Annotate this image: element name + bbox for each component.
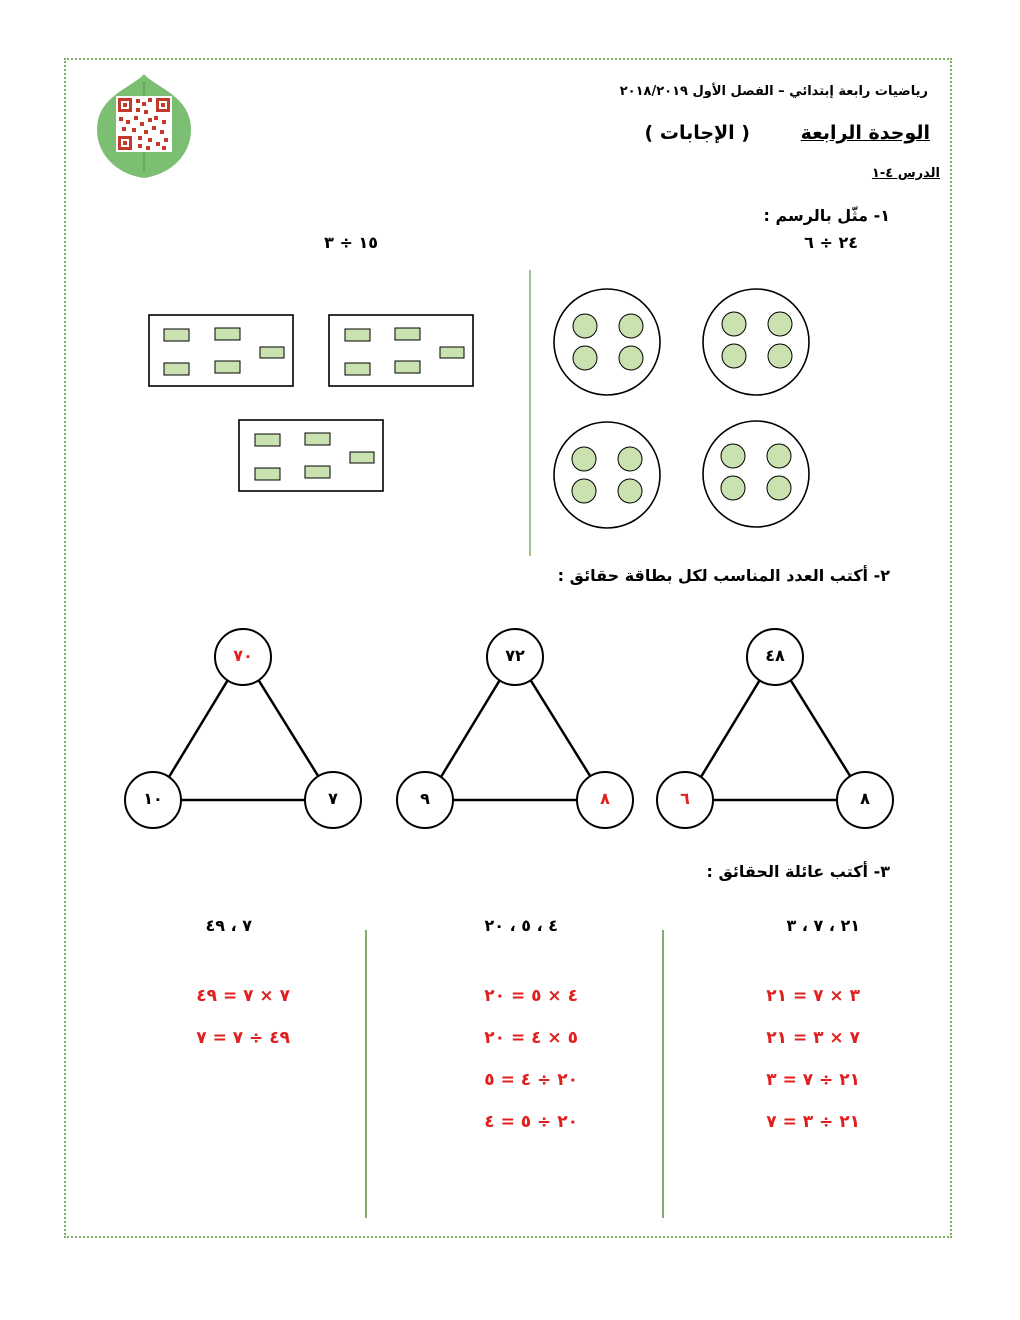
triangle-1-left-circle [656, 771, 714, 829]
q1-left-expression: ١٥ ÷ ٣ [324, 233, 378, 252]
circle-group-3 [703, 421, 809, 527]
triangle-3-left-number: ١٠ [143, 789, 163, 808]
triangle-1-right-number: ٨ [860, 789, 870, 808]
answers-title: ( الإجابات ) [644, 122, 750, 144]
family-1-fact-1: ٣ × ٧ = ٢١ [766, 986, 860, 1006]
q3-divider-left [365, 930, 367, 1218]
lesson-label: الدرس ٤-١ [871, 166, 940, 181]
circle-group-4 [554, 422, 660, 528]
q1-right-expression: ٢٤ ÷ ٦ [804, 233, 858, 252]
family-1-fact-4: ٢١ ÷ ٣ = ٧ [766, 1112, 860, 1132]
family-1-fact-2: ٧ × ٣ = ٢١ [766, 1028, 860, 1048]
triangle-2-right-circle [576, 771, 634, 829]
circle-group-2 [554, 289, 660, 395]
triangle-1-left-number: ٦ [680, 789, 690, 808]
triangle-3-left-circle [124, 771, 182, 829]
triangle-2-left-circle [396, 771, 454, 829]
family-2-fact-1: ٤ × ٥ = ٢٠ [484, 986, 578, 1006]
family-2-fact-4: ٢٠ ÷ ٥ = ٤ [484, 1112, 578, 1132]
triangle-3-top-circle [214, 628, 272, 686]
q3-label: ٣- أكتب عائلة الحقائق : [706, 862, 890, 881]
triangle-1-right-circle [836, 771, 894, 829]
unit-title: الوحدة الرابعة [800, 122, 930, 144]
rect-group-3 [239, 420, 383, 491]
rect-group-2 [329, 315, 473, 386]
triangle-1-top-number: ٤٨ [765, 646, 785, 665]
q1-drawings [0, 0, 1020, 600]
family-1-fact-3: ٢١ ÷ ٧ = ٣ [766, 1070, 860, 1090]
q2-label: ٢- أكتب العدد المناسب لكل بطاقة حقائق : [557, 566, 890, 585]
family-2-fact-3: ٢٠ ÷ ٤ = ٥ [484, 1070, 578, 1090]
family-1-numbers: ٢١ ، ٧ ، ٣ [786, 916, 860, 935]
family-3-fact-2: ٤٩ ÷ ٧ = ٧ [196, 1028, 290, 1048]
triangle-2-left-number: ٩ [420, 789, 430, 808]
triangle-3-right-circle [304, 771, 362, 829]
circle-group-1 [703, 289, 809, 395]
rect-group-1 [149, 315, 293, 386]
q1-label: ١- مثّل بالرسم : [763, 206, 890, 225]
triangle-2-top-number: ٧٢ [505, 646, 525, 665]
triangle-3-top-number: ٧٠ [233, 646, 253, 665]
q3-divider-right [662, 930, 664, 1218]
triangle-2-top-circle [486, 628, 544, 686]
triangle-1-top-circle [746, 628, 804, 686]
family-3-numbers: ٧ ، ٤٩ [205, 916, 252, 935]
family-3-fact-1: ٧ × ٧ = ٤٩ [196, 986, 290, 1006]
family-2-numbers: ٤ ، ٥ ، ٢٠ [484, 916, 558, 935]
triangle-2-right-number: ٨ [600, 789, 610, 808]
family-2-fact-2: ٥ × ٤ = ٢٠ [484, 1028, 578, 1048]
header-subtitle: رياضيات رابعة إبتدائي – الفصل الأول ٢٠١٨/٢٠١٩ [619, 84, 928, 99]
triangle-3-right-number: ٧ [328, 789, 338, 808]
